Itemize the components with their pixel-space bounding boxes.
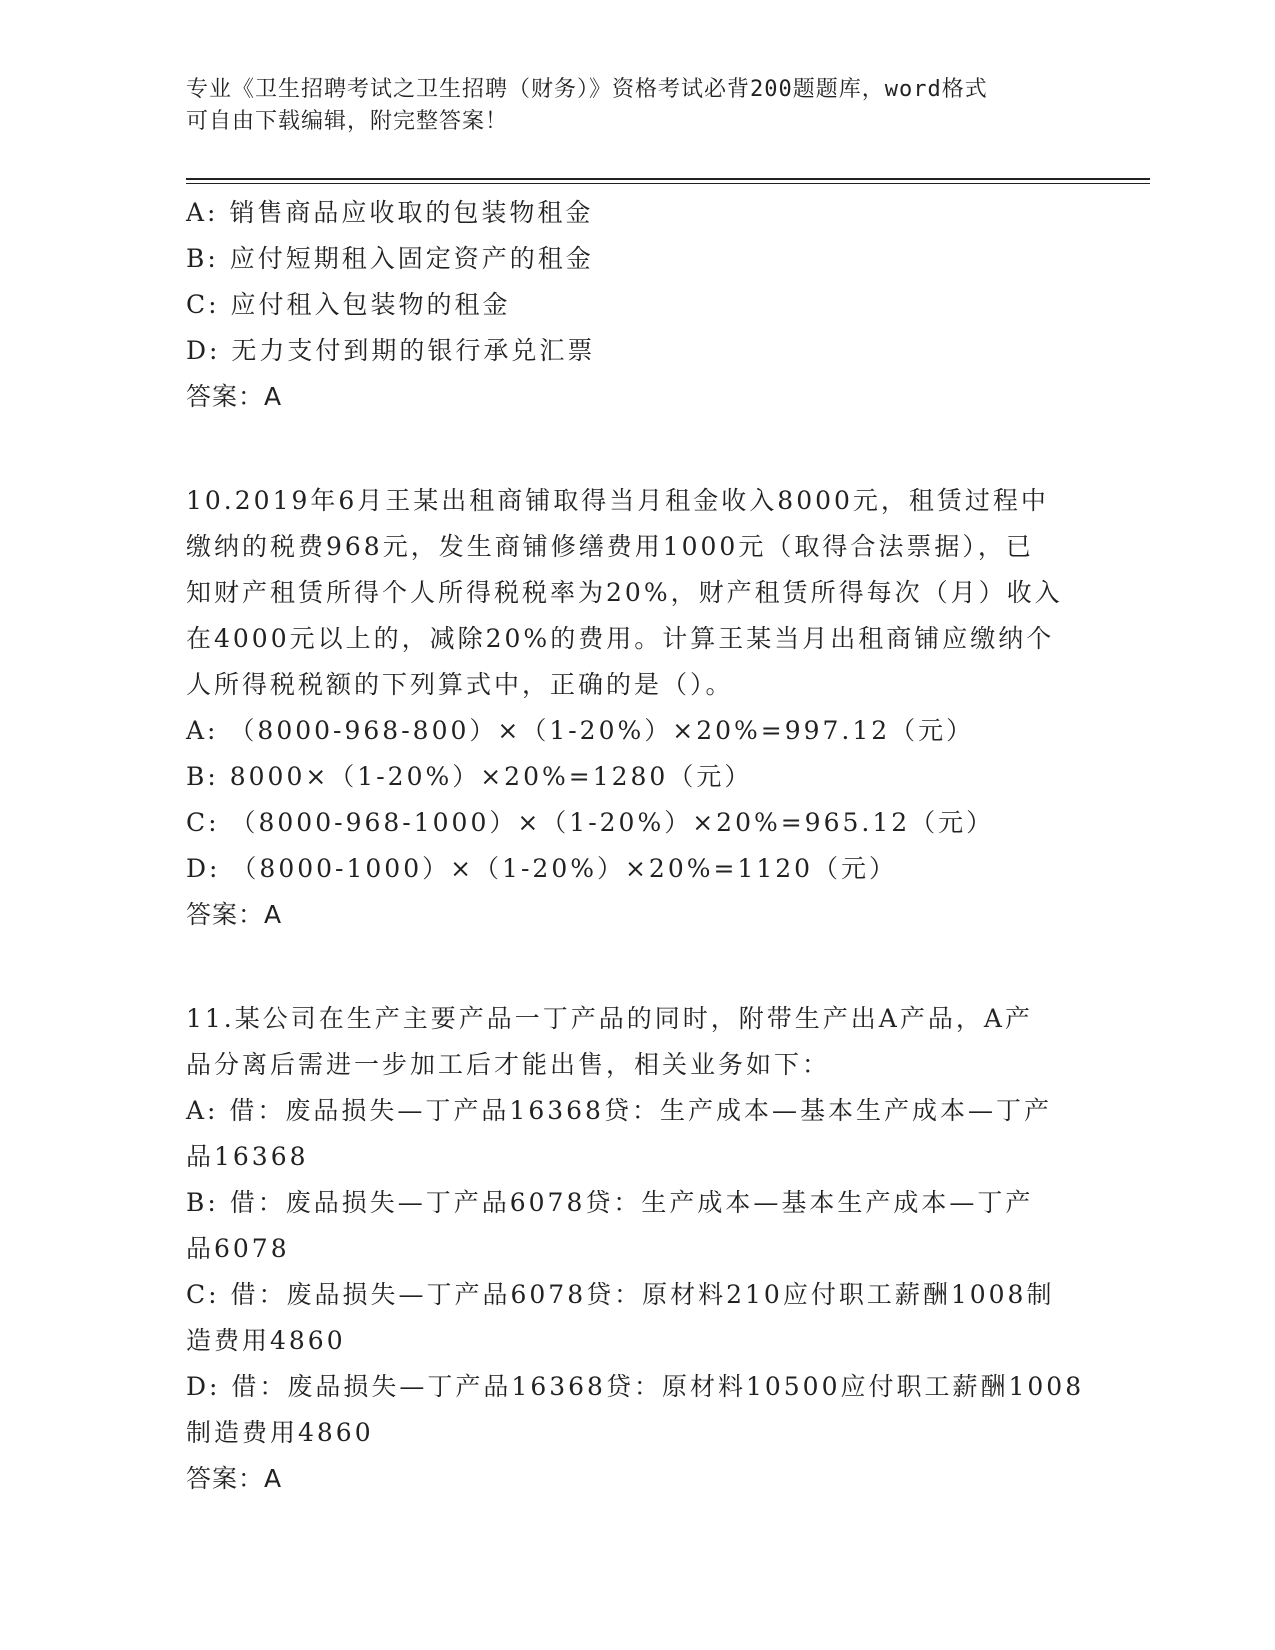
spacer: [186, 420, 1086, 478]
spacer: [186, 938, 1086, 996]
option-a-continued: 品16368: [186, 1142, 309, 1171]
option-d-continued: 制造费用4860: [186, 1418, 374, 1447]
option-a: A: 销售商品应收取的包装物租金: [186, 198, 594, 227]
option-b: B: 8000×（1-20%）×20%=1280（元）: [186, 762, 753, 791]
option-c-continued: 造费用4860: [186, 1326, 346, 1355]
question-content: [186, 190, 1086, 1502]
option-d: D: 无力支付到期的银行承兑汇票: [186, 336, 596, 365]
question-stem-line: 在4000元以上的，减除20%的费用。计算王某当月出租商铺应缴纳个: [186, 624, 1055, 653]
answer: 答案：A: [186, 382, 283, 411]
question-stem-line: 人所得税税额的下列算式中，正确的是（）。: [186, 670, 734, 699]
question-9-options: [186, 190, 1086, 420]
option-c: C: （8000-968-1000）×（1-20%）×20%=965.12（元）: [186, 808, 995, 837]
question-stem-line: 品分离后需进一步加工后才能出售，相关业务如下：: [186, 1050, 831, 1079]
option-a: A: （8000-968-800）×（1-20%）×20%=997.12（元）: [186, 716, 975, 745]
header-line-2: 可自由下载编辑，附完整答案！: [186, 109, 509, 134]
question-stem-line: 缴纳的税费968元，发生商铺修缮费用1000元（取得合法票据），已: [186, 532, 1034, 561]
question-stem-line: 知财产租赁所得个人所得税税率为20%，财产租赁所得每次（月）收入: [186, 578, 1063, 607]
option-b: B: 应付短期租入固定资产的租金: [186, 244, 594, 273]
question-11: [186, 996, 1086, 1502]
page-header: [186, 74, 1066, 138]
option-b-continued: 品6078: [186, 1234, 290, 1263]
answer: 答案：A: [186, 900, 283, 929]
header-line-1: 专业《卫生招聘考试之卫生招聘（财务）》资格考试必背200题题库，word格式: [186, 77, 988, 102]
option-d: D: 借：废品损失—丁产品16368贷：原材料10500应付职工薪酬1008: [186, 1372, 1085, 1401]
question-10: [186, 478, 1086, 938]
option-d: D: （8000-1000）×（1-20%）×20%=1120（元）: [186, 854, 898, 883]
answer: 答案：A: [186, 1464, 283, 1493]
option-c: C: 应付租入包装物的租金: [186, 290, 511, 319]
option-c: C: 借：废品损失—丁产品6078贷：原材料210应付职工薪酬1008制: [186, 1280, 1055, 1309]
header-divider: [186, 178, 1150, 184]
question-stem-line: 10.2019年6月王某出租商铺取得当月租金收入8000元，租赁过程中: [186, 486, 1049, 515]
option-b: B: 借：废品损失—丁产品6078贷：生产成本—基本生产成本—丁产: [186, 1188, 1034, 1217]
option-a: A: 借：废品损失—丁产品16368贷：生产成本—基本生产成本—丁产: [186, 1096, 1052, 1125]
question-stem-line: 11.某公司在生产主要产品一丁产品的同时，附带生产出A产品，A产: [186, 1004, 1033, 1033]
